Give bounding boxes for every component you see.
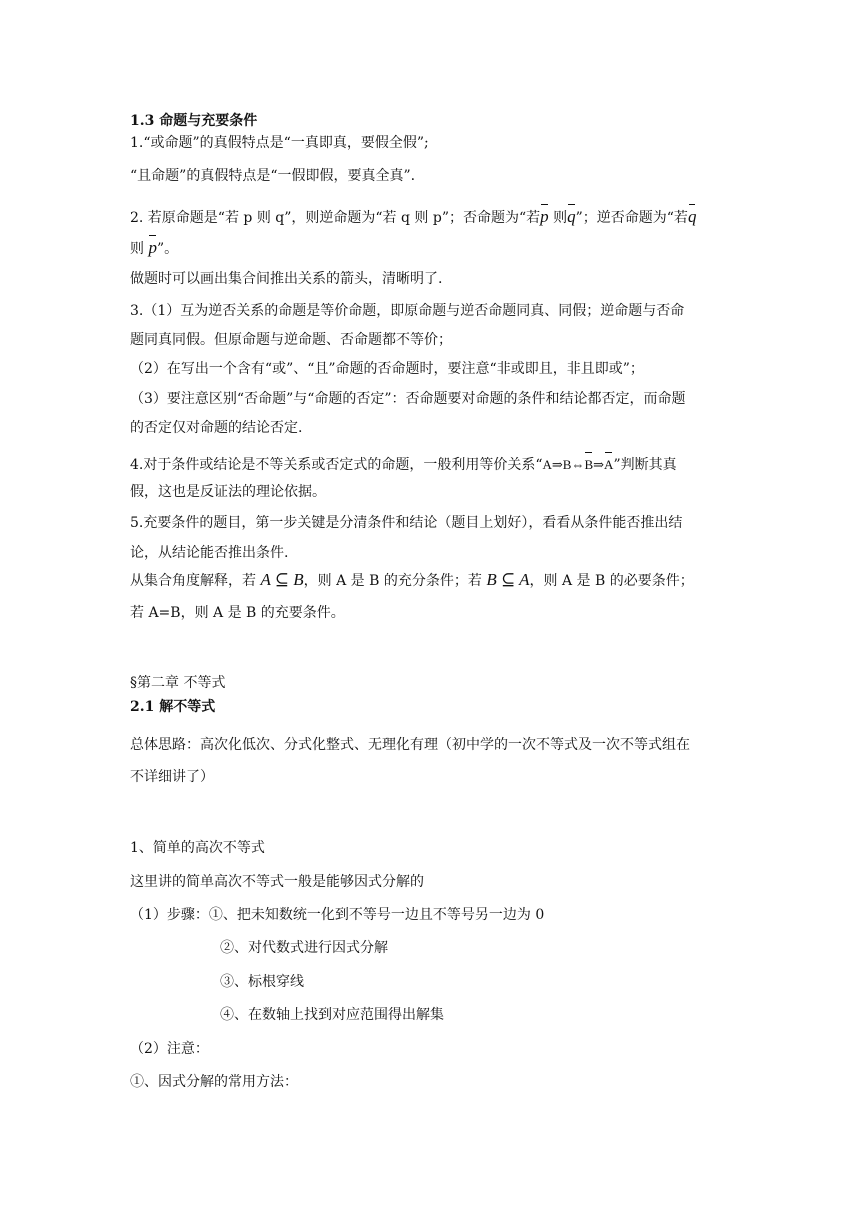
paragraph-1b: “且命题”的真假特点是“一假即假，要真全真”. [130,168,416,184]
q-negation: q [567,204,576,227]
paragraph-2 [130,204,696,228]
p5c-1: 从集合角度解释，若 [130,573,256,589]
p2-end: ”。 [156,241,179,257]
note-item-1: ①、因式分解的常用方法： [130,1074,298,1090]
p2-mid: ”；逆否命题为“若 [575,210,688,226]
chapter-section-heading: 2.1 解不等式 [130,699,216,715]
paragraph-3a: 3.（1）互为逆否关系的命题是等价命题，即原命题与逆否命题同真、同假；逆命题与否命 [130,303,685,319]
paragraph-5c [130,570,694,591]
note-heading: （2）注意： [130,1041,209,1057]
p4-arrow: ⇒ [593,457,605,472]
paragraph-3e: 的否定仅对命题的结论否定. [130,420,303,436]
paragraph-3c: （2）在写出一个含有“或”、“且”命题的否命题时，要注意“非或即且，非且即或”； [130,361,644,377]
paragraph-5d: 若 A=B，则 A 是 B 的充要条件。 [130,605,345,621]
paragraph-4b: 假，这也是反证法的理论依据。 [130,484,326,500]
subsection-desc: 这里讲的简单高次不等式一般是能够因式分解的 [130,874,424,890]
step-1: （1）步骤：①、把未知数统一化到不等号一边且不等号另一边为 0 [130,907,545,923]
step-2: ②、对代数式进行因式分解 [220,940,388,956]
paragraph-2-note: 做题时可以画出集合间推出关系的箭头，清晰明了. [130,271,443,287]
paragraph-5a: 5.充要条件的题目，第一步关键是分清条件和结论（题目上划好），看看从条件能否推出结 [130,515,683,531]
math-a-subset-b: A ⊆ B [260,570,304,589]
q-negation-2: q [688,204,697,227]
p4-prefix: 4.对于条件或结论是不等关系或否定式的命题，一般利用等价关系“ [130,457,543,473]
chapter-title: §第二章 不等式 [130,675,226,691]
overview-line-a: 总体思路：高次化低次、分式化整式、无理化有理（初中学的一次不等式及一次不等式组在 [130,737,690,753]
step-4: ④、在数轴上找到对应范围得出解集 [220,1007,444,1023]
subsection-title: 1、简单的高次不等式 [130,840,265,856]
step-3: ③、标根穿线 [220,974,304,990]
p-negation: p [540,204,549,227]
paragraph-4 [130,452,677,475]
p2-prefix: 2. 若原命题是“若 p 则 q”，则逆命题为“若 q 则 p”；否命题为“若 [130,210,541,226]
p5c-2: ，则 A 是 B 的充分条件；若 [303,573,482,589]
paragraph-2-cont [130,235,178,259]
math-b-subset-a: B ⊆ A [486,570,530,589]
section-heading: 1.3 命题与充要条件 [130,113,258,129]
p4-b-negation: B [584,452,593,475]
p2-then-2: 则 [130,241,144,257]
overview-line-b: 不详细讲了） [130,769,214,785]
p5c-3: ，则 A 是 B 的必要条件； [529,573,694,589]
p4-a-negation: A [604,452,613,475]
p-negation-2: p [148,235,157,258]
p4-formula-a: A⇒B⇔ [542,457,585,472]
p2-then-1: 则 [553,210,568,226]
paragraph-5b: 论，从结论能否推出条件. [130,545,289,561]
paragraph-3b: 题同真同假。但原命题与逆命题、否命题都不等价； [130,332,452,348]
p4-suffix: ”判断其真 [613,457,677,473]
paragraph-1a: 1.“或命题”的真假特点是“一真即真，要假全假”; [130,135,429,151]
paragraph-3d: （3）要注意区别“否命题”与“命题的否定”：否命题要对命题的条件和结论都否定，而命题 [130,391,686,407]
